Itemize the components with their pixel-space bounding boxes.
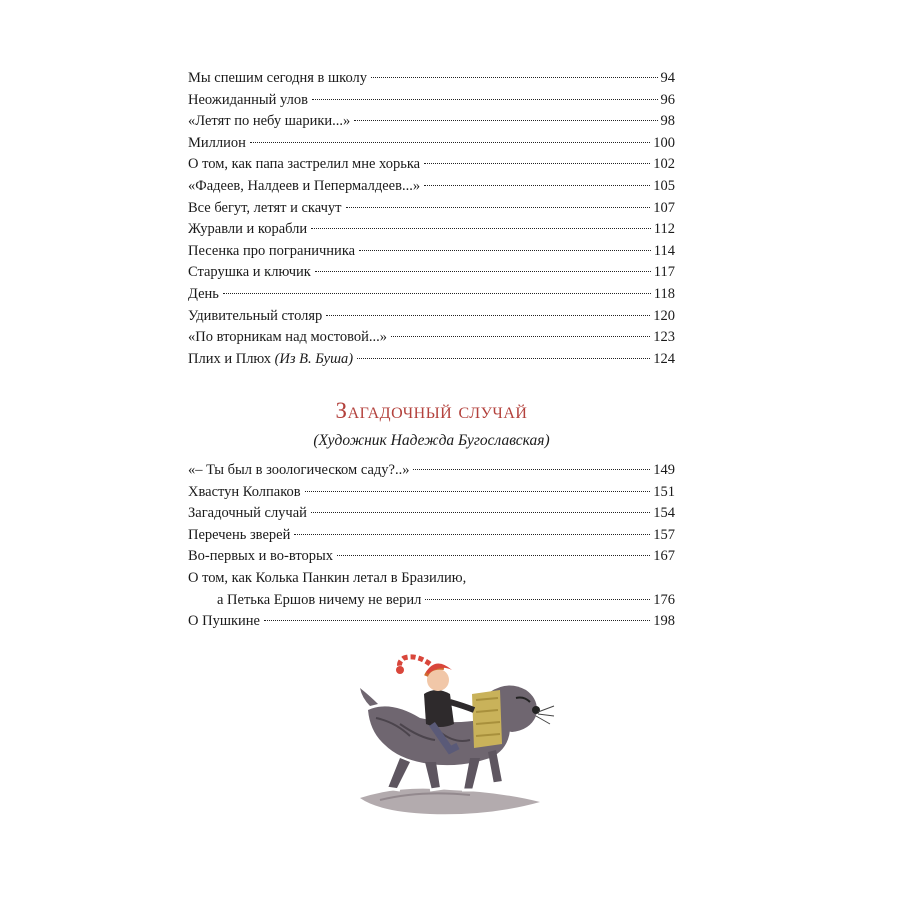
toc-entry-title: День: [188, 285, 219, 302]
toc-entry-title: «Фадеев, Налдеев и Пепермалдеев...»: [188, 177, 421, 194]
dot-leader: [425, 599, 650, 600]
toc-entry-page: 154: [653, 505, 675, 522]
toc-entry-title: «По вторникам над мостовой...»: [188, 329, 388, 346]
toc-entry[interactable]: [188, 154, 675, 176]
dot-leader: [315, 271, 651, 272]
dot-leader: [311, 228, 651, 229]
toc-entry-title: Перечень зверей: [188, 526, 291, 543]
toc-entry-title: «– Ты был в зоологическом саду?..»: [188, 462, 410, 478]
toc-entry-title: Все бегут, летят и скачут: [188, 199, 342, 216]
toc-entry-title-main: Плих и Плюх: [188, 350, 271, 367]
dot-leader: [326, 315, 650, 316]
cap-pompom: [396, 666, 404, 674]
dot-leader: [413, 469, 650, 470]
dot-leader: [357, 358, 650, 359]
toc-entry[interactable]: [188, 503, 675, 525]
toc-entry[interactable]: [188, 306, 675, 328]
ground-shadow: [360, 789, 540, 815]
dog-leg: [425, 762, 440, 790]
toc-entry-title: Хвастун Колпаков: [188, 483, 301, 500]
toc-entry-title-source: (Из В. Буша): [274, 350, 354, 367]
dot-leader: [305, 491, 651, 492]
toc-entry-title: Песенка про пограничника: [188, 242, 356, 259]
boy-jacket: [424, 690, 454, 727]
toc-entry[interactable]: [188, 546, 675, 568]
toc-entry-page: 105: [653, 177, 675, 194]
toc-entry-page: 149: [653, 462, 675, 478]
dot-leader: [371, 77, 657, 78]
toc-entry-title-line1: О том, как Колька Панкин летал в Бразилию,: [188, 569, 467, 586]
toc-entry[interactable]: [188, 284, 675, 306]
toc-entry-title: О том, как папа застрелил мне хорька: [188, 156, 421, 173]
toc-entry-title: Мы спешим сегодня в школу: [188, 70, 368, 86]
toc-entry-page: 107: [653, 199, 675, 216]
toc-entry-title: Журавли и корабли: [188, 221, 308, 238]
toc-entry-page: 102: [653, 156, 675, 173]
toc-entry[interactable]: [188, 198, 675, 220]
toc-entry-title: Загадочный случай: [188, 505, 307, 522]
toc-entry-line2: [188, 590, 675, 612]
toc-entry-title: О Пушкине: [188, 613, 260, 630]
dot-leader: [337, 555, 650, 556]
toc-entry[interactable]: [188, 482, 675, 504]
toc-entry[interactable]: [188, 327, 675, 349]
toc-entry-page: 120: [653, 307, 675, 324]
dot-leader: [223, 293, 651, 294]
toc-entry[interactable]: [188, 241, 675, 263]
dot-leader: [424, 185, 650, 186]
dog-tail: [360, 688, 378, 706]
toc-entry-title: [188, 349, 353, 371]
toc-entry-title-line2: а Петька Ершов ничему не верил: [217, 591, 422, 608]
section-illustrator-credit: (Художник Надежда Бугославская): [313, 432, 550, 449]
toc-entry-page: 112: [653, 221, 675, 238]
toc-entry-page: 124: [653, 350, 675, 367]
dog-leg: [388, 758, 410, 790]
toc-entry-page: 157: [653, 526, 675, 543]
boy-riding-dog-illustration: [340, 640, 560, 820]
dot-leader: [312, 99, 658, 100]
dot-leader: [311, 512, 650, 513]
toc-entry-page: 151: [653, 483, 675, 500]
boy-cap-tail: [400, 657, 431, 668]
toc-entry[interactable]: [188, 176, 675, 198]
toc-entry-multiline[interactable]: [188, 568, 675, 611]
toc-list-part1: [188, 68, 675, 370]
section-heading: Загадочный случай: [335, 398, 528, 423]
toc-entry-title: «Летят по небу шарики...»: [188, 113, 351, 130]
toc-entry-page: 118: [653, 285, 675, 302]
dog-nose: [532, 706, 540, 714]
toc-entry-page: 94: [660, 70, 675, 86]
dot-leader: [346, 207, 651, 208]
toc-entry-page: 176: [653, 591, 675, 608]
toc-entry[interactable]: [188, 525, 675, 547]
dog-leg: [488, 750, 502, 784]
dot-leader: [354, 120, 657, 121]
dot-leader: [359, 250, 651, 251]
toc-entry[interactable]: [188, 460, 675, 482]
toc-entry[interactable]: [188, 219, 675, 241]
toc-entry[interactable]: [188, 133, 675, 155]
toc-entry-title: Неожиданный улов: [188, 91, 308, 108]
dot-leader: [294, 534, 650, 535]
toc-entry[interactable]: [188, 111, 675, 133]
toc-entry-page: 123: [653, 329, 675, 346]
dog-paws: [386, 782, 506, 790]
toc-entry-title: Во-первых и во-вторых: [188, 548, 333, 565]
toc-entry[interactable]: [188, 90, 675, 112]
toc-entry-page: 114: [653, 242, 675, 259]
toc-entry-page: 117: [653, 264, 675, 281]
toc-entry-title: Удивительный столяр: [188, 307, 323, 324]
boy-arm: [450, 702, 474, 710]
dot-leader: [264, 620, 650, 621]
toc-entry-title: Миллион: [188, 134, 246, 151]
toc-entry-page: 167: [653, 548, 675, 565]
toc-entry-page: 100: [653, 134, 675, 151]
toc-entry-title: Старушка и ключик: [188, 264, 311, 281]
toc-entry-page: 96: [660, 91, 675, 108]
toc-entry-page: 198: [653, 613, 675, 630]
toc-entry-page: 98: [660, 113, 675, 130]
dot-leader: [424, 163, 650, 164]
toc-entry[interactable]: [188, 349, 675, 371]
dot-leader: [391, 336, 650, 337]
toc-entry[interactable]: [188, 262, 675, 284]
dot-leader: [250, 142, 650, 143]
toc-entry[interactable]: [188, 68, 675, 90]
toc-list-part2: [188, 460, 675, 633]
toc-entry[interactable]: [188, 611, 675, 633]
